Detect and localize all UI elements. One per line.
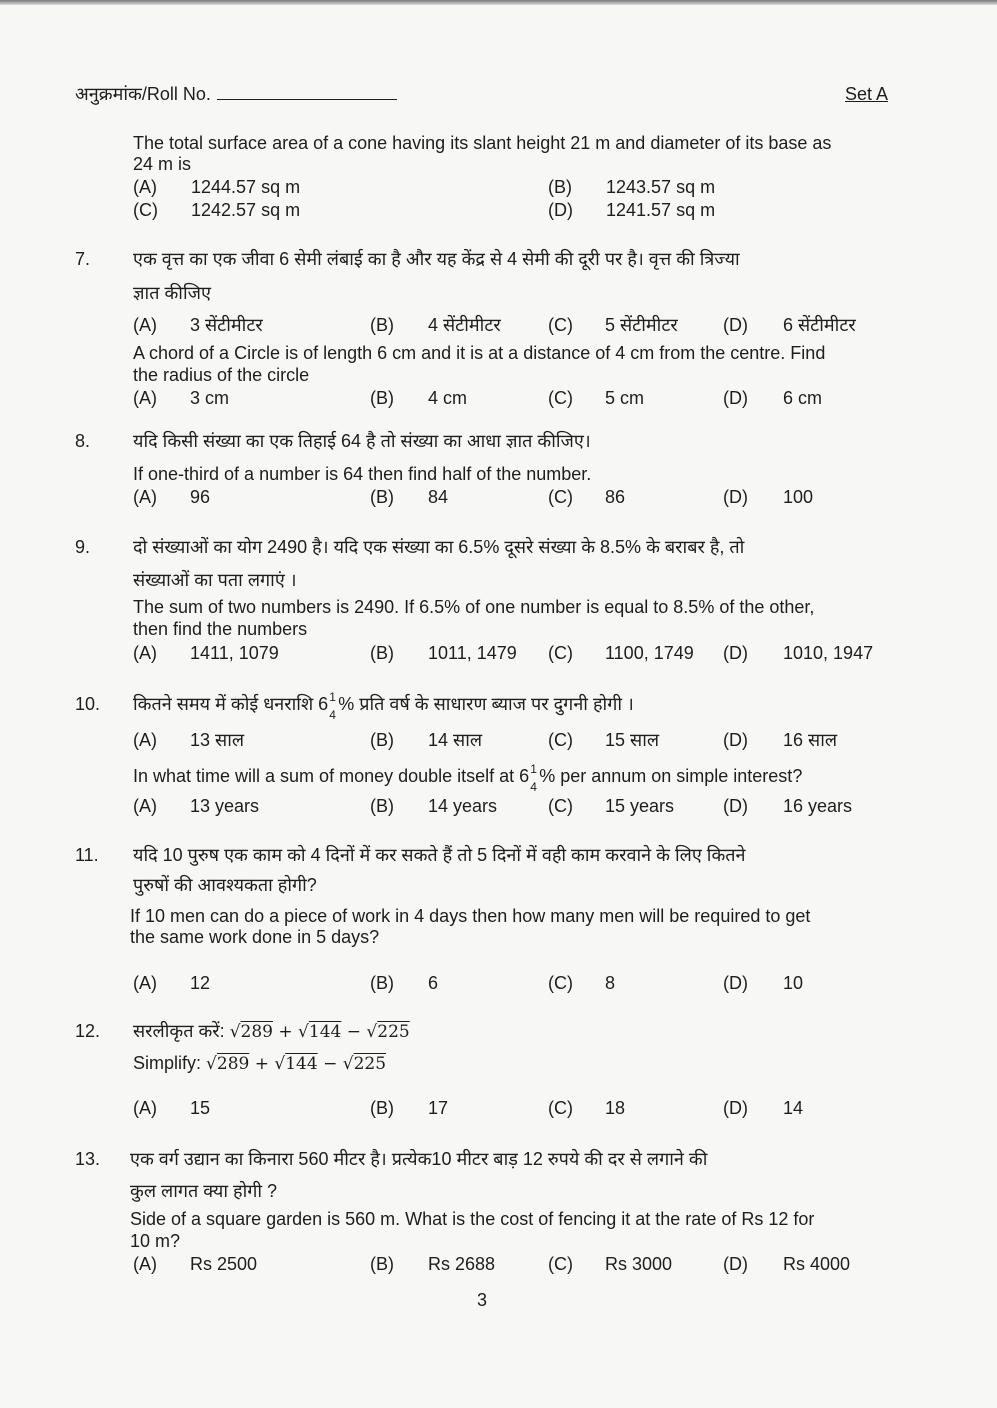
option-key-q9: (D) [723, 643, 748, 663]
option-key-q7: (B) [370, 388, 394, 408]
option-key-q9: (A) [133, 643, 157, 663]
option-key-q10: (B) [370, 730, 394, 750]
q12-english-text [133, 1052, 386, 1075]
option-value-q10: 15 साल [605, 730, 660, 750]
option-value-q13: Rs 3000 [605, 1254, 673, 1274]
option-value-q12: 18 [605, 1098, 626, 1118]
option-value-q10: 13 साल [190, 730, 245, 750]
q7-english-text: A chord of a Circle is of length 6 cm and it is at a distance of 4 cm from the centre. Find [133, 343, 826, 363]
option-value-q6: 1241.57 sq m [606, 200, 716, 220]
fraction-denominator: 4 [329, 708, 336, 722]
option-value-q12: 15 [190, 1098, 211, 1118]
option-key-q7: (A) [133, 388, 157, 408]
option-key-q7: (C) [548, 388, 573, 408]
q9-english-text: then find the numbers [133, 619, 308, 639]
roll-number-field [75, 83, 397, 105]
q13-english-text: Side of a square garden is 560 m. What is the cost of fencing it at the rate of Rs 12 for [130, 1209, 815, 1229]
question-number: 11. [75, 845, 99, 865]
q7-english-text: the radius of the circle [133, 365, 310, 385]
option-key-q13: (D) [723, 1254, 748, 1274]
radicand: 289 [216, 1054, 250, 1074]
option-key-q6: (A) [133, 177, 157, 197]
option-key-q10: (C) [548, 796, 573, 816]
question-number: 7. [75, 249, 91, 269]
option-value-q8: 84 [428, 487, 449, 507]
q13-hindi-text: एक वर्ग उद्यान का किनारा 560 मीटर है। प्रत्येक10 मीटर बाड़ 12 रुपये की दर से लगाने की [130, 1149, 708, 1169]
q12-hi-label: सरलीकृत करें: [133, 1021, 225, 1041]
option-key-q6: (C) [133, 200, 158, 220]
radicand: 144 [308, 1022, 342, 1042]
q11-hindi-text: यदि 10 पुरुष एक काम को 4 दिनों में कर सकते हैं तो 5 दिनों में वही काम करवाने के लिए कितने [133, 845, 746, 865]
sqrt-expression: √289 + √144 − √225 [229, 1022, 410, 1042]
option-value-q9: 1100, 1749 [605, 643, 694, 663]
option-value-q7: 3 cm [190, 388, 230, 408]
fraction-numerator: 1 [329, 690, 336, 704]
option-value-q7: 5 सेंटीमीटर [605, 315, 678, 335]
option-key-q12: (B) [370, 1098, 394, 1118]
option-key-q12: (C) [548, 1098, 573, 1118]
option-key-q7: (A) [133, 315, 157, 335]
q8-hindi-text: यदि किसी संख्या का एक तिहाई 64 है तो संख्या का आधा ज्ञात कीजिए। [133, 431, 591, 451]
question-number: 13. [75, 1149, 101, 1169]
option-value-q12: 17 [428, 1098, 449, 1118]
radicand: 144 [285, 1054, 318, 1074]
option-key-q6: (D) [548, 200, 573, 220]
roll-blank-line [217, 83, 397, 100]
option-key-q13: (A) [133, 1254, 157, 1274]
q12-en-label: Simplify: [133, 1053, 202, 1073]
option-key-q12: (A) [133, 1098, 157, 1118]
q6-text: 24 m is [133, 154, 192, 174]
option-value-q8: 96 [190, 487, 211, 507]
option-key-q11: (C) [548, 973, 573, 993]
scan-edge [0, 0, 997, 5]
q7-hindi-text: एक वृत्त का एक जीवा 6 सेमी लंबाई का है और यह केंद्र से 4 सेमी की दूरी पर है। वृत्त की त्रिज्या [133, 249, 740, 269]
option-key-q7: (D) [723, 315, 748, 335]
operator: − [323, 1054, 338, 1074]
operator: + [278, 1022, 293, 1042]
option-key-q10: (D) [723, 730, 748, 750]
fraction-denominator: 4 [530, 780, 537, 794]
option-key-q7: (B) [370, 315, 394, 335]
q11-english-text: If 10 men can do a piece of work in 4 days then how many men will be required to get [130, 906, 811, 926]
option-value-q8: 86 [605, 487, 626, 507]
radicand: 225 [377, 1022, 410, 1042]
option-key-q8: (A) [133, 487, 157, 507]
question-number: 9. [75, 537, 91, 557]
operator: + [254, 1054, 269, 1074]
option-value-q10: 16 साल [783, 730, 838, 750]
radicand: 225 [353, 1054, 387, 1074]
q9-english-text: The sum of two numbers is 2490. If 6.5% of one number is equal to 8.5% of the other, [133, 597, 815, 617]
option-value-q6: 1244.57 sq m [191, 177, 301, 197]
q9-hindi-text: दो संख्याओं का योग 2490 है। यदि एक संख्या का 6.5% दूसरे संख्या के 8.5% के बराबर है, तो [133, 537, 745, 557]
option-key-q6: (B) [548, 177, 572, 197]
q10-en-suffix: % per annum on simple interest? [539, 766, 803, 786]
option-key-q13: (C) [548, 1254, 573, 1274]
option-value-q7: 4 cm [428, 388, 468, 408]
q6-text: The total surface area of a cone having its slant height 21 m and diameter of its base as [133, 133, 832, 153]
page-number: 3 [477, 1290, 488, 1310]
q11-hindi-text: पुरुषों की आवश्यकता होगी? [133, 875, 317, 895]
option-key-q11: (A) [133, 973, 157, 993]
q8-english-text: If one-third of a number is 64 then find half of the number. [133, 464, 592, 484]
option-key-q8: (D) [723, 487, 748, 507]
operator: − [346, 1022, 361, 1042]
q7-hindi-text: ज्ञात कीजिए [133, 283, 211, 303]
option-value-q9: 1010, 1947 [783, 643, 874, 663]
question-number: 10. [75, 694, 101, 714]
fraction [328, 690, 338, 722]
option-key-q8: (C) [548, 487, 573, 507]
option-key-q10: (A) [133, 796, 157, 816]
option-value-q11: 10 [783, 973, 804, 993]
roll-label: अनुक्रमांक/Roll No. [75, 84, 211, 104]
option-key-q11: (D) [723, 973, 748, 993]
option-key-q10: (B) [370, 796, 394, 816]
option-value-q7: 3 सेंटीमीटर [190, 315, 263, 335]
option-key-q10: (C) [548, 730, 573, 750]
q10-hindi-text [133, 690, 634, 722]
q11-english-text: the same work done in 5 days? [130, 927, 380, 947]
option-value-q11: 12 [190, 973, 211, 993]
option-value-q11: 6 [428, 973, 439, 993]
option-value-q7: 5 cm [605, 388, 645, 408]
option-value-q7: 6 सेंटीमीटर [783, 315, 856, 335]
q10-hi-prefix: कितने समय में कोई धनराशि 6 [133, 694, 329, 714]
option-value-q13: Rs 4000 [783, 1254, 851, 1274]
fraction [529, 762, 539, 794]
q9-hindi-text: संख्याओं का पता लगाएं । [133, 570, 297, 590]
q12-hindi-text [133, 1020, 410, 1043]
q13-english-text: 10 m? [130, 1231, 181, 1251]
option-key-q7: (C) [548, 315, 573, 335]
option-key-q12: (D) [723, 1098, 748, 1118]
option-value-q9: 1011, 1479 [428, 643, 517, 663]
option-key-q13: (B) [370, 1254, 394, 1274]
option-value-q7: 6 cm [783, 388, 823, 408]
option-value-q10: 15 years [605, 796, 675, 816]
option-value-q10: 16 years [783, 796, 853, 816]
option-value-q10: 14 years [428, 796, 498, 816]
option-key-q9: (C) [548, 643, 573, 663]
option-value-q12: 14 [783, 1098, 804, 1118]
option-key-q9: (B) [370, 643, 394, 663]
option-value-q8: 100 [783, 487, 814, 507]
option-value-q13: Rs 2688 [428, 1254, 496, 1274]
option-key-q10: (A) [133, 730, 157, 750]
set-label: Set A [845, 84, 889, 104]
option-value-q7: 4 सेंटीमीटर [428, 315, 501, 335]
option-key-q8: (B) [370, 487, 394, 507]
option-key-q7: (D) [723, 388, 748, 408]
option-value-q10: 13 years [190, 796, 260, 816]
option-key-q11: (B) [370, 973, 394, 993]
radicand: 289 [240, 1022, 273, 1042]
option-value-q11: 8 [605, 973, 616, 993]
option-value-q9: 1411, 1079 [190, 643, 279, 663]
q13-hindi-text: कुल लागत क्या होगी ? [130, 1181, 278, 1201]
option-value-q13: Rs 2500 [190, 1254, 258, 1274]
fraction-numerator: 1 [530, 762, 537, 776]
q10-en-prefix: In what time will a sum of money double itself at 6 [133, 766, 530, 786]
option-value-q6: 1243.57 sq m [606, 177, 716, 197]
option-value-q6: 1242.57 sq m [191, 200, 301, 220]
sqrt-expression: √289 + √144 − √225 [206, 1054, 387, 1074]
q10-hi-suffix: % प्रति वर्ष के साधारण ब्याज पर दुगनी होगी । [338, 694, 634, 714]
question-number: 8. [75, 431, 91, 451]
option-value-q10: 14 साल [428, 730, 483, 750]
option-key-q10: (D) [723, 796, 748, 816]
question-number: 12. [75, 1021, 101, 1041]
q10-english-text [133, 762, 803, 794]
